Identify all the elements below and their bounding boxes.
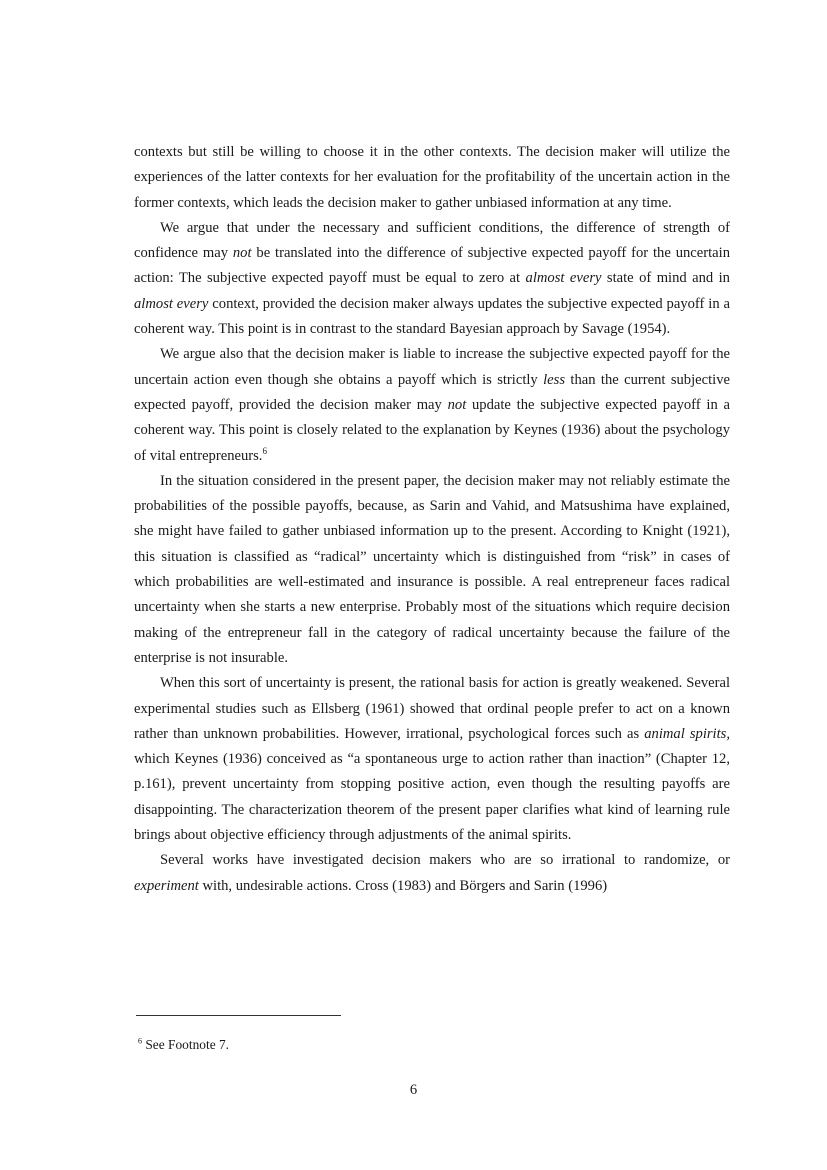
text-run: When this sort of uncertainty is present, the rational basis for action is greatly weakened. Several experimental studies such as Ellsberg (1961) showed that ordinal people prefer to act on a known rather than unknown probabilities. However, irrational, psychological forces such as (134, 675, 730, 742)
footnote-text: See Footnote 7. (142, 1037, 230, 1052)
text-run: We argue that under the necessary and sufficient conditions, the difference of strength of confidence may (134, 219, 730, 262)
footnote-marker: 6 (138, 1036, 142, 1046)
emphasized-text: experiment (134, 877, 199, 894)
text-run: contexts but still be willing to choose it in the other contexts. The decision maker will utilize the experiences of the latter contexts for her evaluation for the profitability of the uncertain action in the former contexts, which leads the decision maker to gather unbiased information at any time. (134, 144, 730, 211)
footnote-reference: 6 (262, 445, 267, 456)
emphasized-text: less (543, 371, 566, 388)
text-run: Several works have investigated decision makers who are so irrational to randomize, or (160, 852, 730, 869)
text-run: In the situation considered in the present paper, the decision maker may not reliably estimate the probabilities of the possible payoffs, because, as Sarin and Vahid, and Matsushima have explained, she might have failed to gather unbiased information up to the present. According to Knight (1921), this situation is classified as “radical” uncertainty which is distinguished from “risk” in cases of which probabilities are well-estimated and insurance is possible. A real entrepreneur faces radical uncertainty when she starts a new enterprise. Probably most of the situations which require decision making of the entrepreneur fall in the category of radical uncertainty because the failure of the enterprise is not insurable. (134, 472, 730, 666)
text-run: be translated into the difference of subjective expected payoff for the uncertain action: The subjective expected payoff must be equal to zero at (134, 245, 730, 287)
paragraph (134, 342, 730, 468)
emphasized-text: almost every (134, 295, 209, 312)
text-run: context, provided the decision maker always updates the subjective expected payoff in a coherent way. This point is in contrast to the standard Bayesian approach by Savage (1954). (134, 295, 730, 338)
page-number: 6 (409, 1082, 418, 1098)
footnote-separator (136, 1015, 341, 1016)
paragraph (134, 140, 730, 216)
paragraph (134, 848, 730, 899)
footnote (138, 1036, 229, 1054)
text-run: update the subjective expected payoff in a coherent way. This point is closely related to the explanation by Keynes (1936) about the psychology of vital entrepreneurs. (134, 396, 730, 464)
emphasized-text: almost every (525, 270, 602, 287)
body-text (134, 140, 730, 899)
text-run: with, undesirable actions. Cross (1983) and Börgers and Sarin (1996) (198, 877, 608, 894)
text-run: We argue also that the decision maker is liable to increase the subjective expected payoff for the uncertain action even though she obtains a payoff which is strictly (134, 346, 730, 388)
paragraph (134, 671, 730, 848)
emphasized-text: not (232, 245, 252, 262)
emphasized-text: not (447, 396, 467, 413)
text-run: which Keynes (1936) conceived as “a spontaneous urge to action rather than inaction” (Chapter 12, p.161), prevent uncertainty from stopping positive action, even though the resulting payoffs are disappointing. The characterization theorem of the present paper clarifies what kind of learning rule brings about objective efficiency through adjustments of the animal spirits. (134, 751, 730, 844)
paragraph (134, 216, 730, 342)
emphasized-text: animal spirits, (644, 725, 730, 742)
text-run: state of mind and in (601, 270, 730, 287)
paragraph (134, 469, 730, 671)
text-run: than the current subjective expected payoff, provided the decision maker may (134, 371, 730, 413)
